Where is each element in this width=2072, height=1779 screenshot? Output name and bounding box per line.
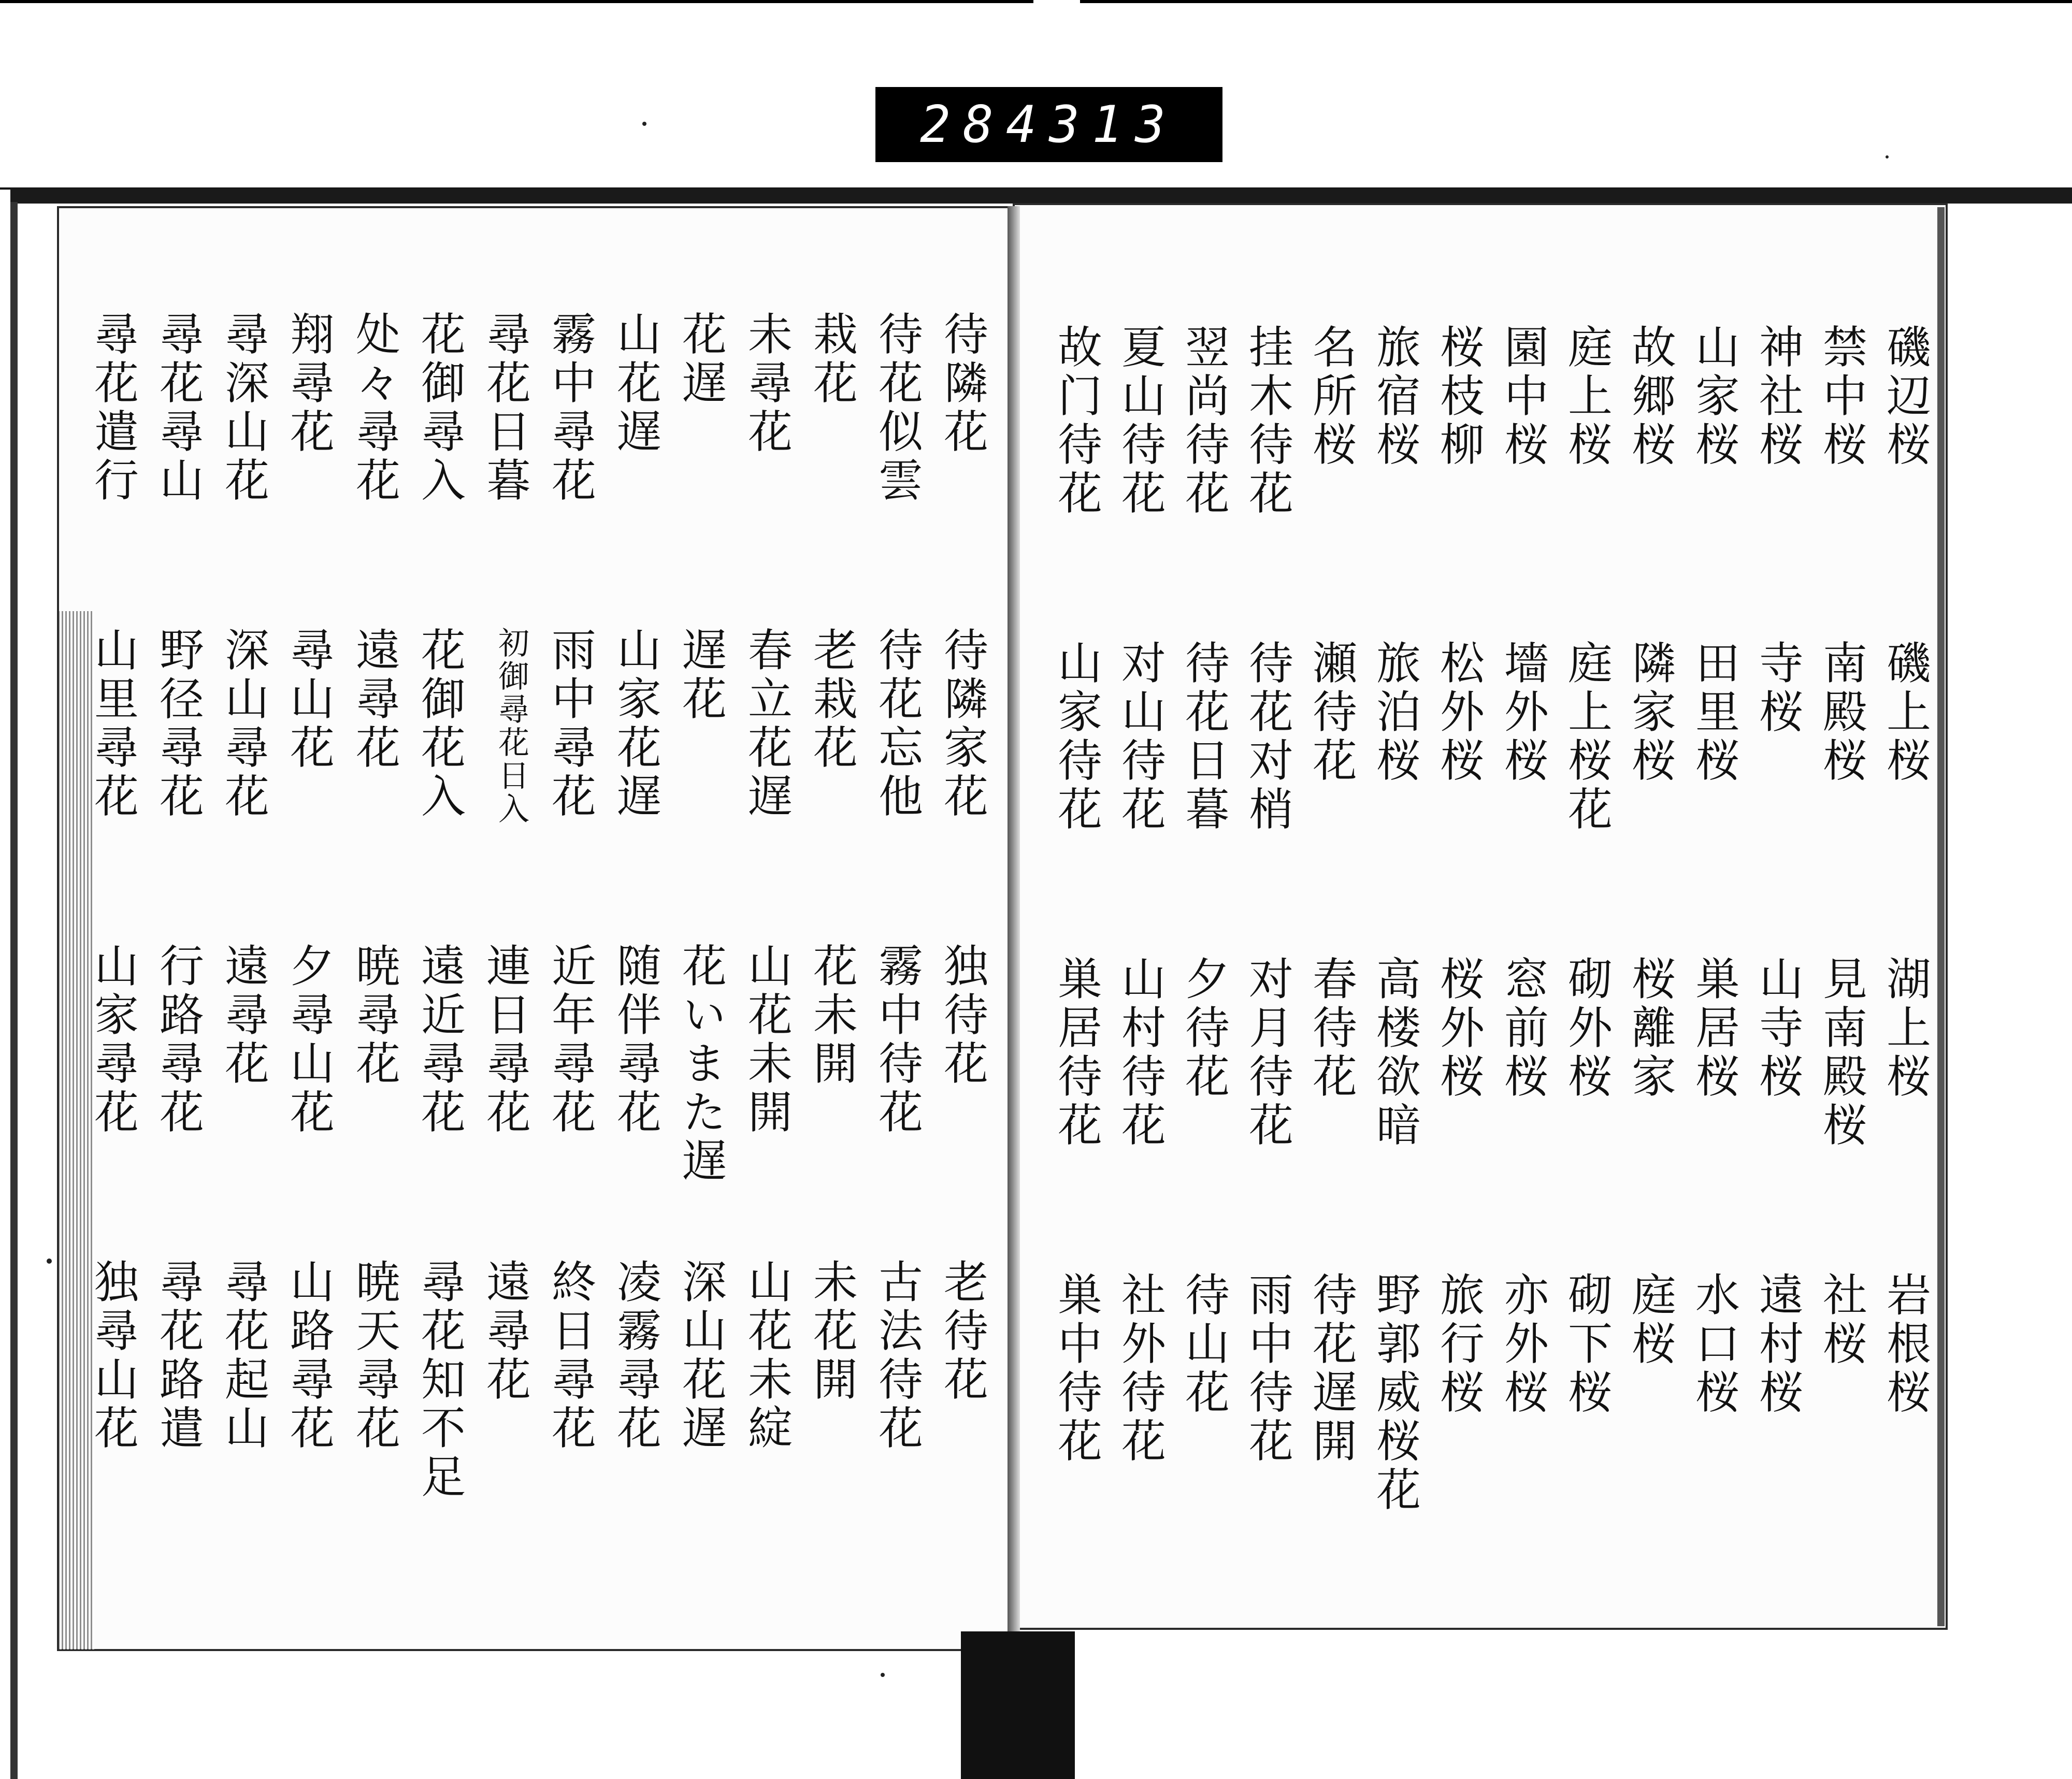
frame-number-label <box>875 87 1222 162</box>
frame-number-left: 284 <box>919 95 1049 154</box>
right-page-entry: 桜外桜 <box>1432 956 1484 1102</box>
book-top-edge <box>10 188 2072 204</box>
left-page-entry: 尋花日暮 <box>479 311 530 505</box>
right-page-entry: 春待花 <box>1305 956 1357 1102</box>
left-page-entry: 独尋山花 <box>87 1259 138 1453</box>
left-page-entry: 尋深山花 <box>217 311 269 505</box>
right-page-entry: 水口桜 <box>1688 1271 1739 1418</box>
left-page-entry: 花御花入 <box>413 627 465 821</box>
right-page-entry: 雨中待花 <box>1241 1271 1293 1466</box>
right-page-entry: 待山花 <box>1177 1271 1229 1418</box>
right-page-entry: 山村待花 <box>1114 956 1166 1150</box>
right-page-entry: 寺桜 <box>1751 640 1803 737</box>
right-page-entry: 庭桜 <box>1624 1271 1676 1369</box>
right-page-entry: 神社桜 <box>1751 324 1803 470</box>
left-page-entry: 遠近尋花 <box>413 943 465 1137</box>
right-page-entry: 夕待花 <box>1177 956 1229 1102</box>
right-page-entry: 故门待花 <box>1050 324 1102 518</box>
left-page-entry: 行路尋花 <box>152 943 204 1137</box>
right-page-entry: 磯辺桜 <box>1879 324 1931 470</box>
speck <box>642 122 646 126</box>
right-page-entry: 庭上桜 <box>1560 324 1612 470</box>
left-band-1 <box>87 311 988 627</box>
left-page-entry: 山家尋花 <box>87 943 138 1137</box>
left-page-entry: 山花未開 <box>740 943 792 1137</box>
left-page-entry: 遠尋花 <box>348 627 400 773</box>
left-page-entry: 独待花 <box>936 943 988 1089</box>
right-page-entry: 社桜 <box>1815 1271 1867 1369</box>
left-page-entry: 山家花遅 <box>609 627 661 821</box>
left-page-entry: 老栽花 <box>805 627 857 773</box>
left-page-entry: 随伴尋花 <box>609 943 661 1137</box>
right-page-entry: 待花日暮 <box>1177 640 1229 834</box>
right-page-entry: 桜離家 <box>1624 956 1676 1102</box>
binding-clip <box>961 1631 1075 1779</box>
left-page-entry: 春立花遅 <box>740 627 792 821</box>
left-page-entry: 尋花尋山 <box>152 311 204 505</box>
book-spine-left <box>10 202 18 1779</box>
left-page-entry: 深山尋花 <box>217 627 269 821</box>
left-page-entry: 尋花路遣 <box>152 1259 204 1453</box>
left-band-3 <box>87 943 988 1259</box>
right-page-entry: 湖上桜 <box>1879 956 1931 1102</box>
left-page-entry: 霧中尋花 <box>544 311 596 505</box>
right-page-entry: 待花对梢 <box>1241 640 1293 834</box>
left-page-entry: 霧中待花 <box>871 943 923 1137</box>
left-page-entry: 老待花 <box>936 1259 988 1405</box>
left-page-entry: 連日尋花 <box>479 943 530 1137</box>
left-page-entry: 花未開 <box>805 943 857 1089</box>
right-page-entry: 隣家桜 <box>1624 640 1676 786</box>
left-page-entry: 遠尋花 <box>217 943 269 1089</box>
right-page-entry: 对山待花 <box>1114 640 1166 834</box>
left-page-entry: 栽花 <box>805 311 857 408</box>
left-page-entry: 未花開 <box>805 1259 857 1405</box>
left-page-entry: 凌霧尋花 <box>609 1259 661 1453</box>
right-band-3 <box>1050 956 1931 1271</box>
left-page-entry: 山里尋花 <box>87 627 138 821</box>
right-page-text <box>1050 324 1931 1587</box>
left-page-entry: 山路尋花 <box>282 1259 334 1453</box>
right-page-entry: 瀬待花 <box>1305 640 1357 786</box>
right-page-entry: 巣中待花 <box>1050 1271 1102 1466</box>
right-page-entry: 旅行桜 <box>1432 1271 1484 1418</box>
left-page-entry: 雨中尋花 <box>544 627 596 821</box>
right-page-entry: 高楼欲暗 <box>1369 956 1420 1150</box>
gutter-shadow <box>1008 206 1020 1651</box>
left-page-entry: 待隣家花 <box>936 627 988 821</box>
left-page-entry: 翔尋花 <box>282 311 334 457</box>
left-page-entry: 待隣花 <box>936 311 988 457</box>
right-page-entry: 山家待花 <box>1050 640 1102 834</box>
right-page-entry: 巣居待花 <box>1050 956 1102 1150</box>
left-page-entry: 尋山花 <box>282 627 334 773</box>
right-band-4 <box>1050 1271 1931 1587</box>
right-page-entry: 砌外桜 <box>1560 956 1612 1102</box>
right-page-edge <box>1937 207 1945 1626</box>
right-page-entry: 砌下桜 <box>1560 1271 1612 1418</box>
left-page-entry: 暁天尋花 <box>348 1259 400 1453</box>
right-band-1 <box>1050 324 1931 640</box>
film-edge-top-right <box>1080 0 2072 3</box>
right-page-entry: 磯上桜 <box>1879 640 1931 786</box>
right-page-entry: 遠村桜 <box>1751 1271 1803 1418</box>
left-page-entry: 終日尋花 <box>544 1259 596 1453</box>
right-page-entry: 故郷桜 <box>1624 324 1676 470</box>
right-page-entry: 禁中桜 <box>1815 324 1867 470</box>
right-page-entry: 見南殿桜 <box>1815 956 1867 1150</box>
film-edge-top-left <box>0 0 1033 3</box>
left-page-entry: 深山花遅 <box>674 1259 726 1453</box>
right-page-entry: 社外待花 <box>1114 1271 1166 1466</box>
frame-number-right: 313 <box>1049 95 1178 154</box>
right-page-entry: 巣居桜 <box>1688 956 1739 1102</box>
right-page-entry: 山家桜 <box>1688 324 1739 470</box>
left-page-entry: 遠尋花 <box>479 1259 530 1405</box>
left-page-entry: 花御尋入 <box>413 311 465 505</box>
right-page-entry: 庭上桜花 <box>1560 640 1612 834</box>
left-page-entry: 近年尋花 <box>544 943 596 1137</box>
speck <box>1886 155 1889 158</box>
right-page-entry: 山寺桜 <box>1751 956 1803 1102</box>
left-page-entry: 花いまた遅 <box>674 943 726 1186</box>
right-band-2 <box>1050 640 1931 956</box>
right-page-entry: 墻外桜 <box>1497 640 1548 786</box>
speck <box>881 1673 885 1677</box>
right-page-entry: 待花遅開 <box>1305 1271 1357 1466</box>
right-page-entry: 亦外桜 <box>1497 1271 1548 1418</box>
right-page-entry: 名所桜 <box>1305 324 1357 470</box>
left-page-entry: 处々尋花 <box>348 311 400 505</box>
right-page-entry: 窓前桜 <box>1497 956 1548 1102</box>
right-page-entry: 旅泊桜 <box>1369 640 1420 786</box>
right-page-entry: 田里桜 <box>1688 640 1739 786</box>
left-page-entry: 待花似雲 <box>871 311 923 505</box>
left-page-entry: 尋花遣行 <box>87 311 138 505</box>
left-page-entry: 山花未綻 <box>740 1259 792 1453</box>
left-page-entry: 花遅 <box>674 311 726 408</box>
right-page-entry: 夏山待花 <box>1114 324 1166 518</box>
left-page-entry: 夕尋山花 <box>282 943 334 1137</box>
right-page-entry: 松外桜 <box>1432 640 1484 786</box>
right-page-entry: 園中桜 <box>1497 324 1548 470</box>
left-page-entry: 初御尋花日入 <box>493 627 529 826</box>
left-page-entry: 山花遅 <box>609 311 661 457</box>
right-page-entry: 翌尚待花 <box>1177 324 1229 518</box>
speck <box>47 1259 52 1264</box>
left-page-entry: 暁尋花 <box>348 943 400 1089</box>
left-page-entry: 尋花起山 <box>217 1259 269 1453</box>
right-page-entry: 岩根桜 <box>1879 1271 1931 1418</box>
right-page-entry: 挂木待花 <box>1241 324 1293 518</box>
left-page-entry: 待花忘他 <box>871 627 923 821</box>
right-page-entry: 南殿桜 <box>1815 640 1867 786</box>
left-band-4 <box>87 1259 988 1574</box>
left-page-entry: 尋花知不足 <box>413 1259 465 1502</box>
right-page-entry: 桜枝柳 <box>1432 324 1484 470</box>
right-page-entry: 野郭威桜花 <box>1369 1271 1420 1515</box>
right-page-entry: 对月待花 <box>1241 956 1293 1150</box>
left-page-entry: 古法待花 <box>871 1259 923 1453</box>
right-page-entry: 旅宿桜 <box>1369 324 1420 470</box>
left-page-text <box>87 311 988 1574</box>
left-page-entry: 野径尋花 <box>152 627 204 821</box>
left-page-entry: 遅花 <box>674 627 726 724</box>
left-page-entry: 未尋花 <box>740 311 792 457</box>
left-band-2 <box>87 627 988 943</box>
